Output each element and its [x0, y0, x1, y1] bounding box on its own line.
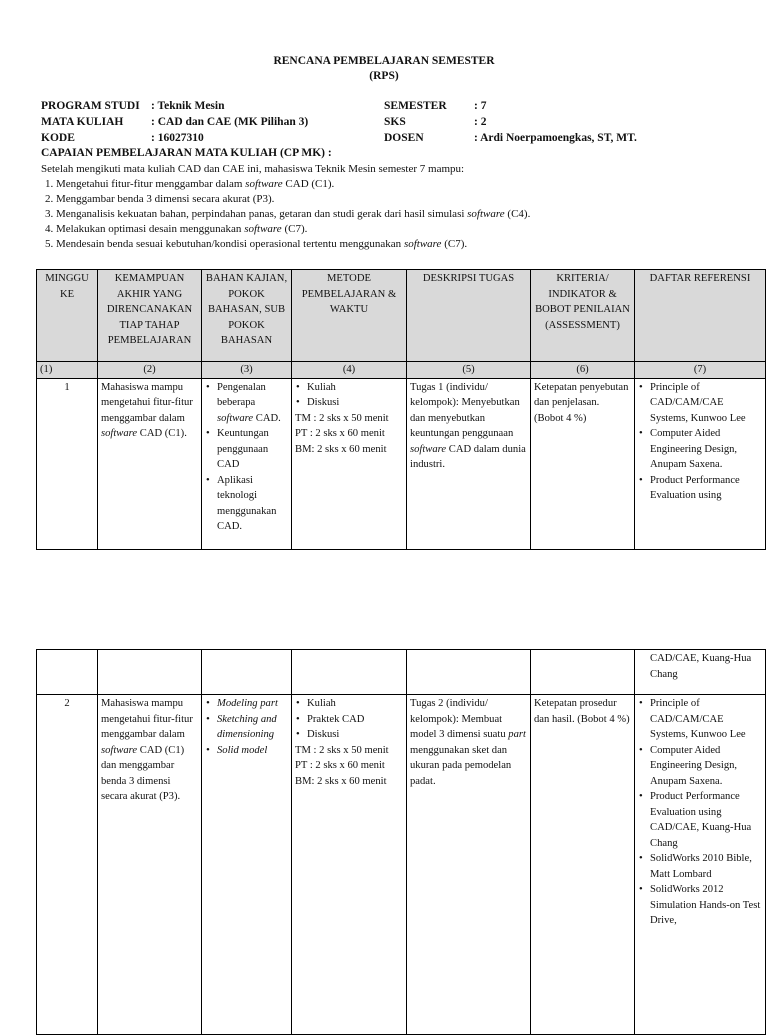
- program-studi-label: PROGRAM STUDI: [41, 100, 140, 112]
- kriteria-cell: Ketepatan prosedur dan hasil. (Bobot 4 %): [531, 695, 635, 1035]
- time-bm: BM: 2 sks x 60 menit: [295, 443, 387, 455]
- referensi-cell: [635, 378, 766, 549]
- document-title: RENCANA PEMBELAJARAN SEMESTER: [273, 55, 495, 67]
- list-item: • Principle of CAD/CAM/CAE Systems, Kunwoo Lee: [650, 696, 762, 743]
- time-tm: TM : 2 sks x 50 menit: [295, 744, 389, 756]
- list-item: • Product Performance Evaluation using: [650, 473, 762, 504]
- sks-value: : 2: [474, 116, 487, 128]
- header-referensi: DAFTAR REFERENSI: [635, 270, 766, 362]
- list-item: • Sketching and dimensioning: [217, 712, 288, 743]
- outcome-4: 4. Melakukan optimasi desain menggunakan software (C7).: [45, 223, 308, 235]
- mata-kuliah-label: MATA KULIAH: [41, 116, 124, 128]
- list-item: • Diskusi: [307, 395, 403, 411]
- list-item: • SolidWorks 2012 Simulation Hands-on Test Drive,: [650, 882, 762, 929]
- bahan-cell: [202, 695, 292, 1035]
- semester-value: : 7: [474, 100, 487, 112]
- col-number: (5): [407, 362, 531, 379]
- table-number-row: [37, 362, 766, 379]
- list-item: • Aplikasi teknologi menggunakan CAD.: [217, 473, 288, 535]
- kode-value: : 16027310: [151, 132, 204, 144]
- list-item: • Praktek CAD: [307, 712, 403, 728]
- referensi-cell: [635, 695, 766, 1035]
- kemampuan-cell: Mahasiswa mampu mengetahui fitur-fitur menggambar dalam software CAD (C1).: [98, 378, 202, 549]
- time-tm: TM : 2 sks x 50 menit: [295, 412, 389, 424]
- week-number: 1: [37, 378, 98, 549]
- program-studi-value: : Teknik Mesin: [151, 100, 225, 112]
- dosen-label: DOSEN: [384, 132, 424, 144]
- list-item: • Computer Aided Engineering Design, Anupam Saxena.: [650, 426, 762, 473]
- header-metode: METODE PEMBELAJARAN & WAKTU: [292, 270, 407, 362]
- list-item: • Principle of CAD/CAM/CAE Systems, Kunwoo Lee: [650, 380, 762, 427]
- outcome-3: 3. Menganalisis kekuatan bahan, perpindahan panas, getaran dan studi gerak dari hasil simulasi software (C4).: [45, 208, 531, 220]
- kemampuan-cell: Mahasiswa mampu mengetahui fitur-fitur menggambar dalam software CAD (C1) dan menggambar benda 3 dimensi secara akurat (P3).: [98, 695, 202, 1035]
- sks-label: SKS: [384, 116, 406, 128]
- header-bahan-kajian: BAHAN KAJIAN, POKOK BAHASAN, SUB POKOK BAHASAN: [202, 270, 292, 362]
- list-item: • Product Performance Evaluation using CAD/CAE, Kuang-Hua Chang: [650, 789, 762, 851]
- table-row-week-1: [37, 378, 766, 549]
- list-item: • Kuliah: [307, 380, 403, 396]
- rps-table-page-2: [36, 649, 766, 1035]
- metode-cell: [292, 695, 407, 1035]
- list-item: • SolidWorks 2010 Bible, Matt Lombard: [650, 851, 762, 882]
- table-row-continuation: [37, 650, 766, 695]
- dosen-value: : Ardi Noerpamoengkas, ST, MT.: [474, 132, 637, 144]
- col-number: (3): [202, 362, 292, 379]
- col-number: (7): [635, 362, 766, 379]
- tugas-cell: Tugas 1 (individu/ kelompok): Menyebutkan dan menyebutkan keuntungan penggunaan software CAD dalam dunia industri.: [407, 378, 531, 549]
- col-number: (1): [37, 362, 98, 379]
- header-minggu: MINGGU KE: [37, 270, 98, 362]
- time-pt: PT : 2 sks x 60 menit: [295, 428, 385, 439]
- list-item: • Kuliah: [307, 696, 403, 712]
- cpmk-intro: Setelah mengikuti mata kuliah CAD dan CAE ini, mahasiswa Teknik Mesin semester 7 mampu:: [41, 163, 465, 175]
- document-subtitle: (RPS): [369, 70, 399, 82]
- week-number: 2: [37, 695, 98, 1035]
- header-kemampuan: KEMAMPUAN AKHIR YANG DIRENCANAKAN TIAP TAHAP PEMBELAJARAN: [98, 270, 202, 362]
- col-number: (6): [531, 362, 635, 379]
- referensi-continuation: CAD/CAE, Kuang-Hua Chang: [635, 650, 766, 695]
- col-number: (4): [292, 362, 407, 379]
- mata-kuliah-value: : CAD dan CAE (MK Pilihan 3): [151, 116, 309, 128]
- time-pt: PT : 2 sks x 60 menit: [295, 760, 385, 771]
- header-kriteria: KRITERIA/ INDIKATOR & BOBOT PENILAIAN (ASSESSMENT): [531, 270, 635, 362]
- table-row-week-2: [37, 695, 766, 1035]
- outcome-1: 1. Mengetahui fitur-fitur menggambar dalam software CAD (C1).: [45, 178, 335, 190]
- kriteria-cell: Ketepatan penyebutan dan penjelasan. (Bobot 4 %): [531, 378, 635, 549]
- list-item: • Computer Aided Engineering Design, Anupam Saxena.: [650, 743, 762, 790]
- list-item: • Diskusi: [307, 727, 403, 743]
- outcome-5: 5. Mendesain benda sesuai kebutuhan/kondisi operasional tertentu menggunakan software (C7).: [45, 238, 468, 250]
- cpmk-heading: CAPAIAN PEMBELAJARAN MATA KULIAH (CP MK) :: [41, 147, 332, 159]
- list-item: • Modeling part: [217, 696, 288, 712]
- metode-cell: [292, 378, 407, 549]
- rps-table-page-1: [36, 269, 766, 550]
- tugas-cell: Tugas 2 (individu/ kelompok): Membuat model 3 dimensi suatu part menggunakan sket dan ukuran pada pemodelan padat.: [407, 695, 531, 1035]
- kode-label: KODE: [41, 132, 75, 144]
- semester-label: SEMESTER: [384, 100, 447, 112]
- table-header-row: [37, 270, 766, 362]
- col-number: (2): [98, 362, 202, 379]
- header-deskripsi-tugas: DESKRIPSI TUGAS: [407, 270, 531, 362]
- time-bm: BM: 2 sks x 60 menit: [295, 775, 387, 787]
- outcome-2: 2. Menggambar benda 3 dimensi secara akurat (P3).: [45, 193, 275, 205]
- list-item: • Pengenalan beberapa software CAD.: [217, 380, 288, 427]
- bahan-cell: [202, 378, 292, 549]
- list-item: • Solid model: [217, 743, 288, 759]
- list-item: • Keuntungan penggunaan CAD: [217, 426, 288, 473]
